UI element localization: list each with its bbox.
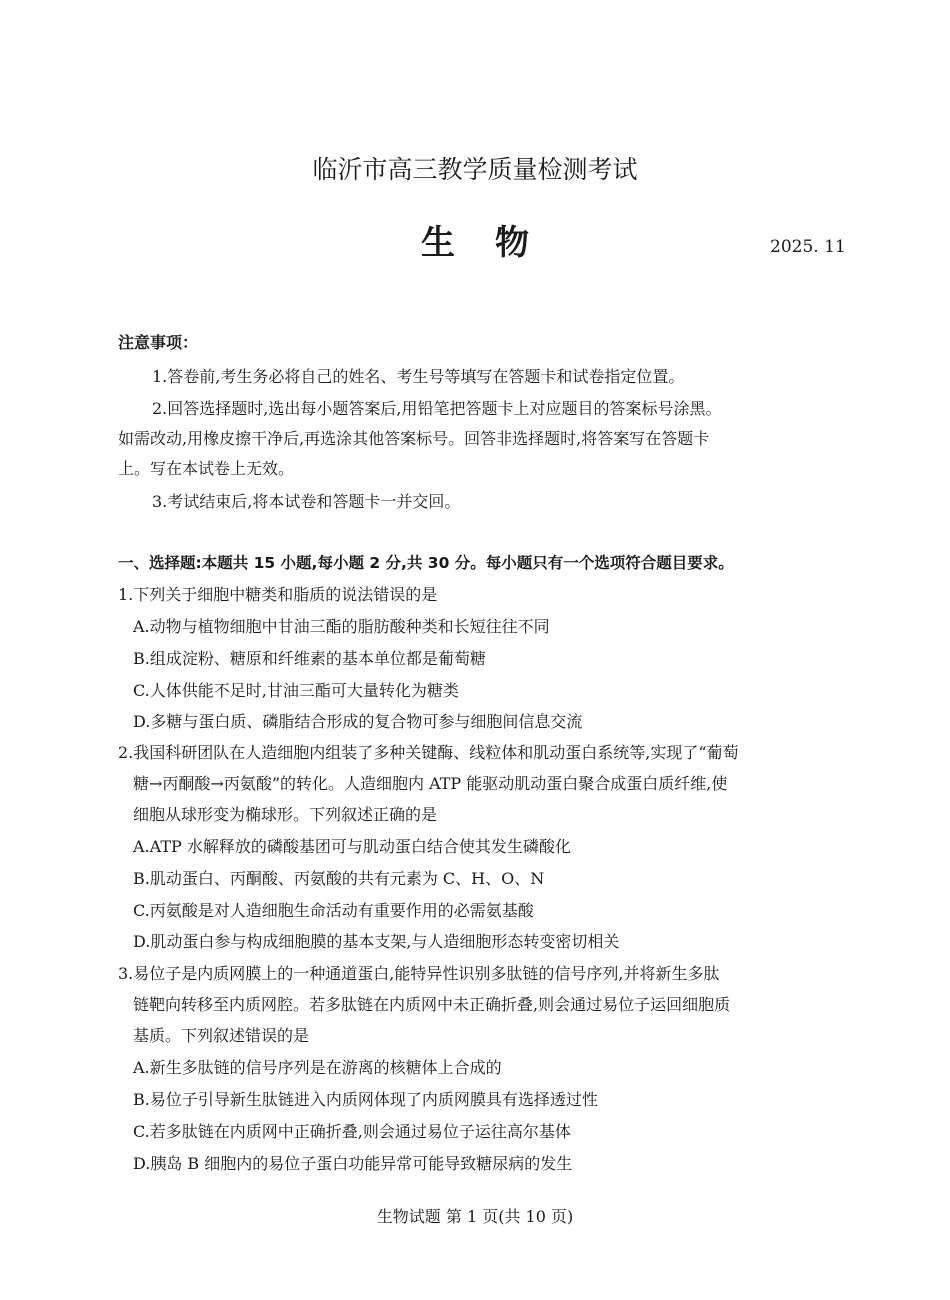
section-1-heading: 一、选择题:本题共 15 小题,每小题 2 分,共 30 分。每小题只有一个选项符合题目要求。: [118, 554, 734, 572]
question-2-stem-line-1: 2.我国科研团队在人造细胞内组装了多种关键酶、线粒体和肌动蛋白系统等,实现了“葡萄: [118, 743, 739, 762]
question-3-option-a: A.新生多肽链的信号序列是在游离的核糖体上合成的: [133, 1058, 502, 1077]
question-3-stem-line-1: 3.易位子是内质网膜上的一种通道蛋白,能特异性识别多肽链的信号序列,并将新生多肽: [118, 964, 720, 983]
question-3-option-d: D.胰岛 B 细胞内的易位子蛋白功能异常可能导致糖尿病的发生: [133, 1154, 573, 1173]
question-1-option-a: A.动物与植物细胞中甘油三酯的脂肪酸种类和长短往往不同: [133, 617, 550, 636]
question-1-option-d: D.多糖与蛋白质、磷脂结合形成的复合物可参与细胞间信息交流: [133, 712, 583, 731]
question-2-option-d: D.肌动蛋白参与构成细胞膜的基本支架,与人造细胞形态转变密切相关: [133, 932, 620, 951]
question-2-stem-line-3: 细胞从球形变为椭球形。下列叙述正确的是: [133, 805, 438, 824]
question-1-stem: 1.下列关于细胞中糖类和脂质的说法错误的是: [118, 585, 438, 604]
question-1-option-c: C.人体供能不足时,甘油三酯可大量转化为糖类: [133, 681, 459, 700]
notice-item-1: 1.答卷前,考生务必将自己的姓名、考生号等填写在答题卡和试卷指定位置。: [152, 367, 685, 386]
question-2-option-b: B.肌动蛋白、丙酮酸、丙氨酸的共有元素为 C、H、O、N: [133, 869, 545, 888]
notice-item-2-line-2: 如需改动,用橡皮擦干净后,再选涂其他答案标号。回答非选择题时,将答案写在答题卡: [118, 429, 710, 448]
question-3-stem-line-2: 链靶向转移至内质网腔。若多肽链在内质网中未正确折叠,则会通过易位子运回细胞质: [133, 995, 731, 1014]
question-3-stem-line-3: 基质。下列叙述错误的是: [133, 1026, 310, 1045]
notice-item-2-line-1: 2.回答选择题时,选出每小题答案后,用铅笔把答题卡上对应题目的答案标号涂黑。: [152, 399, 722, 418]
exam-date: 2025. 11: [770, 237, 846, 257]
question-2-option-a: A.ATP 水解释放的磷酸基团可与肌动蛋白结合使其发生磷酸化: [133, 837, 571, 856]
question-2-option-c: C.丙氨酸是对人造细胞生命活动有重要作用的必需氨基酸: [133, 901, 534, 920]
notice-heading: 注意事项：: [118, 333, 199, 352]
notice-item-2-line-3: 上。写在本试卷上无效。: [118, 459, 295, 478]
notice-item-3: 3.考试结束后,将本试卷和答题卡一并交回。: [152, 492, 461, 511]
exam-title: 临沂市高三教学质量检测考试: [312, 155, 638, 184]
question-2-stem-line-2: 糖→丙酮酸→丙氨酸”的转化。人造细胞内 ATP 能驱动肌动蛋白聚合成蛋白质纤维,使: [133, 774, 728, 793]
question-3-option-b: B.易位子引导新生肽链进入内质网体现了内质网膜具有选择透过性: [133, 1090, 598, 1109]
question-3-option-c: C.若多肽链在内质网中正确折叠,则会通过易位子运往高尔基体: [133, 1122, 571, 1141]
page-footer: 生物试题 第 1 页(共 10 页): [376, 1207, 574, 1226]
question-1-option-b: B.组成淀粉、糖原和纤维素的基本单位都是葡萄糖: [133, 649, 486, 668]
subject-title: 生物: [421, 223, 569, 263]
